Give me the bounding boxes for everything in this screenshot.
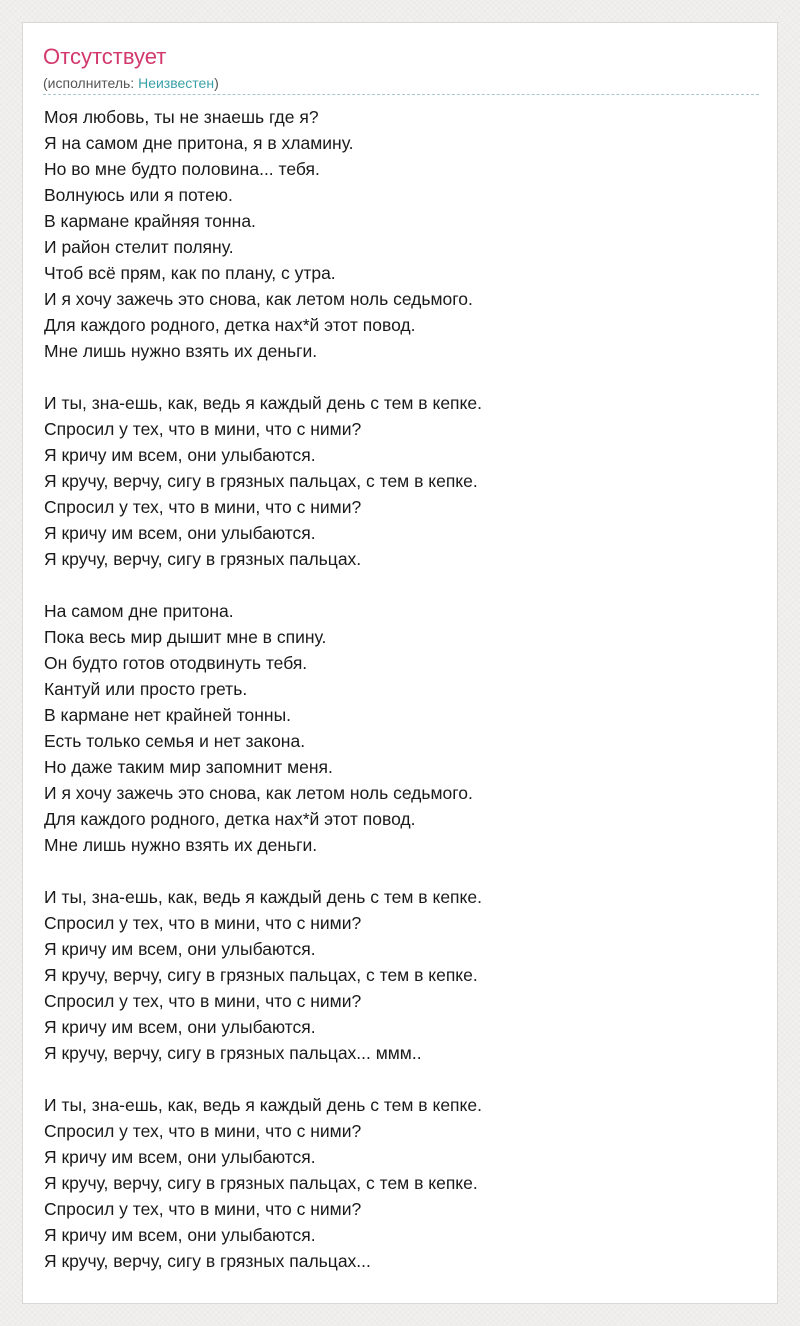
stanza-gap [44,1066,760,1092]
song-header [43,43,759,95]
stanza-gap [44,858,760,884]
lyric-line: Спросил у тех, что в мини, что с ними? [44,913,362,933]
lyric-line: Спросил у тех, что в мини, что с ними? [44,497,362,517]
lyric-line: И я хочу зажечь это снова, как летом ноль седьмого. [44,289,473,309]
lyric-line: Я кричу им всем, они улыбаются. [44,1225,316,1245]
lyric-line: И район стелит поляну. [44,237,234,257]
artist-prefix: (исполнитель: [43,75,139,91]
lyric-line: Мне лишь нужно взять их деньги. [44,341,318,361]
lyric-line: Мне лишь нужно взять их деньги. [44,835,318,855]
lyric-line: На самом дне притона. [44,601,234,621]
artist-link[interactable]: Неизвестен [138,75,215,91]
lyric-line: Я кричу им всем, они улыбаются. [44,1017,316,1037]
lyric-line: Пока весь мир дышит мне в спину. [44,627,327,647]
artist-suffix: ) [214,75,219,91]
lyric-line: Я кручу, верчу, сигу в грязных пальцах, с тем в кепке. [44,965,478,985]
lyric-line: Я на самом дне притона, я в хламину. [44,133,354,153]
stanza-gap [44,364,760,390]
lyric-line: Есть только семья и нет закона. [44,731,306,751]
lyric-line: Моя любовь, ты не знаешь где я? [44,107,319,127]
lyric-line: Спросил у тех, что в мини, что с ними? [44,991,362,1011]
lyric-line: В кармане нет крайней тонны. [44,705,292,725]
lyric-line: Волнуюсь или я потею. [44,185,233,205]
lyric-line: Для каждого родного, детка нах*й этот повод. [44,809,416,829]
lyric-line: Я кручу, верчу, сигу в грязных пальцах. [44,549,362,569]
lyric-line: Я кручу, верчу, сигу в грязных пальцах... [44,1251,371,1271]
lyric-line: И я хочу зажечь это снова, как летом ноль седьмого. [44,783,473,803]
lyric-line: Я кричу им всем, они улыбаются. [44,1147,316,1167]
lyric-line: Спросил у тех, что в мини, что с ними? [44,1199,362,1219]
lyric-line: Я кричу им всем, они улыбаются. [44,939,316,959]
lyric-line: Я кручу, верчу, сигу в грязных пальцах... ммм.. [44,1043,422,1063]
lyric-line: Чтоб всё прям, как по плану, с утра. [44,263,336,283]
lyric-line: И ты, зна-ешь, как, ведь я каждый день с тем в кепке. [44,1095,482,1115]
lyric-line: Спросил у тех, что в мини, что с ними? [44,419,362,439]
lyric-line: Я кричу им всем, они улыбаются. [44,523,316,543]
lyric-line: Но даже таким мир запомнит меня. [44,757,333,777]
lyric-line: В кармане крайняя тонна. [44,211,256,231]
lyric-line: Он будто готов отодвинуть тебя. [44,653,308,673]
lyric-line: Я кричу им всем, они улыбаются. [44,445,316,465]
lyric-line: Я кручу, верчу, сигу в грязных пальцах, с тем в кепке. [44,471,478,491]
lyric-line: Спросил у тех, что в мини, что с ними? [44,1121,362,1141]
stanza-gap [44,572,760,598]
lyric-line: Но во мне будто половина... тебя. [44,159,320,179]
lyrics-card [22,22,778,1304]
lyrics-text [44,104,760,1274]
lyric-line: И ты, зна-ешь, как, ведь я каждый день с тем в кепке. [44,393,482,413]
artist-line [43,74,219,92]
lyric-line: И ты, зна-ешь, как, ведь я каждый день с тем в кепке. [44,887,482,907]
lyric-line: Кантуй или просто греть. [44,679,248,699]
lyric-line: Для каждого родного, детка нах*й этот повод. [44,315,416,335]
lyric-line: Я кручу, верчу, сигу в грязных пальцах, с тем в кепке. [44,1173,478,1193]
song-title: Отсутствует [43,44,167,69]
